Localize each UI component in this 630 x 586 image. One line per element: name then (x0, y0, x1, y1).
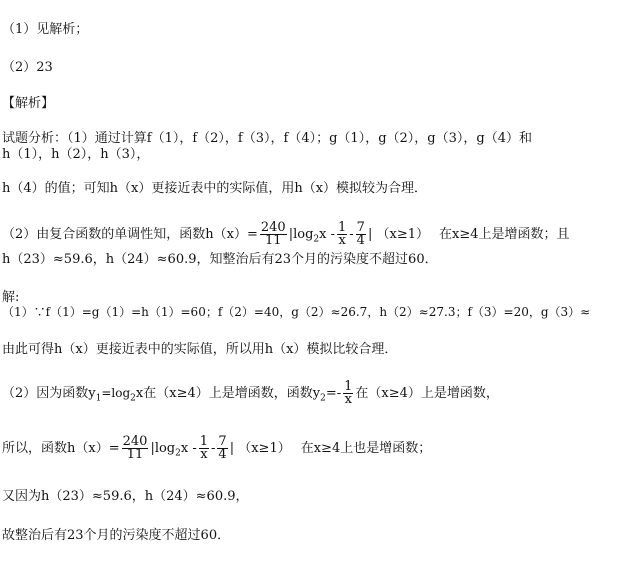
fraction-240-over-11: $\frac{240}{11}$ (260, 220, 286, 248)
solution-line-2: 由此可得h（x）更接近表中的实际值，所以用h（x）模拟比较合理． (2, 342, 398, 357)
solution-line-1: （1）∵f（1）=g（1）=h（1）=60；f（2）=40，g（2）≈26.7，h（2）≈27.3；f（3）=20，g（3）≈ (2, 305, 591, 319)
formula-domain: （x≥1） (376, 227, 429, 242)
fraction-1-over-x: $\frac{1}{x}$ (337, 220, 347, 248)
analysis-heading: 【解析】 (2, 96, 55, 111)
formula-suffix: 在x≥4上是增函数；且 (438, 227, 570, 242)
log-text: |log (288, 227, 314, 242)
analysis-line-5: h（23）≈59.6，h（24）≈60.9，知整治后有23个月的污染度不超过60． (2, 252, 438, 267)
analysis-line-1: 试题分析：（1）通过计算f（1），f（2），f（3），f（4）；g（1），g（2），g（3），g（4）和 (2, 131, 532, 146)
formula-prefix: （2）由复合函数的单调性知，函数h（x）= (2, 227, 258, 242)
solution-line-6: 故整治后有23个月的污染度不超过60． (2, 528, 231, 543)
solution-label: 解: (2, 290, 20, 305)
fraction-240-over-11: $\frac{240}{11}$ (122, 434, 148, 462)
solution-line-5: 又因为h（23）≈59.6，h（24）≈60.9， (2, 489, 249, 504)
solution-line-4-formula: 所以，函数h（x）= $\frac{240}{11}$ $|\log_2x$ - $\frac{1}{x}$ - $\frac{7}{4}$ | （x≥1） 在x≥4上也是增函数； (2, 434, 432, 462)
analysis-line-3: h（4）的值；可知h（x）更接近表中的实际值，用h（x）模拟较为合理． (2, 181, 428, 196)
answer-part1: （1）见解析； (2, 22, 89, 37)
fraction-7-over-4: $\frac{7}{4}$ (356, 220, 365, 248)
solution-line-3-formula: （2）因为函数$y_1=\log_2x$在（x≥4）上是增函数，函数$y_2=-$ $\frac{1}{x}$ 在（x≥4）上是增函数， (2, 379, 499, 407)
answer-part2: （2）23 (2, 60, 53, 75)
fraction-7-over-4: $\frac{7}{4}$ (218, 434, 227, 462)
fraction-1-over-x: $\frac{1}{x}$ (199, 434, 208, 462)
analysis-line-4-formula: （2）由复合函数的单调性知，函数h（x）= $\frac{240}{11}$ $|\log_2x$ - $\frac{1}{x}$ - $\frac{7}{4}$ | （x≥1） 在x≥4上是增函数；且 (2, 220, 570, 248)
fraction-1-over-x: $\frac{1}{x}$ (344, 379, 353, 407)
analysis-line-2: h（1），h（2），h（3）， (2, 147, 150, 162)
